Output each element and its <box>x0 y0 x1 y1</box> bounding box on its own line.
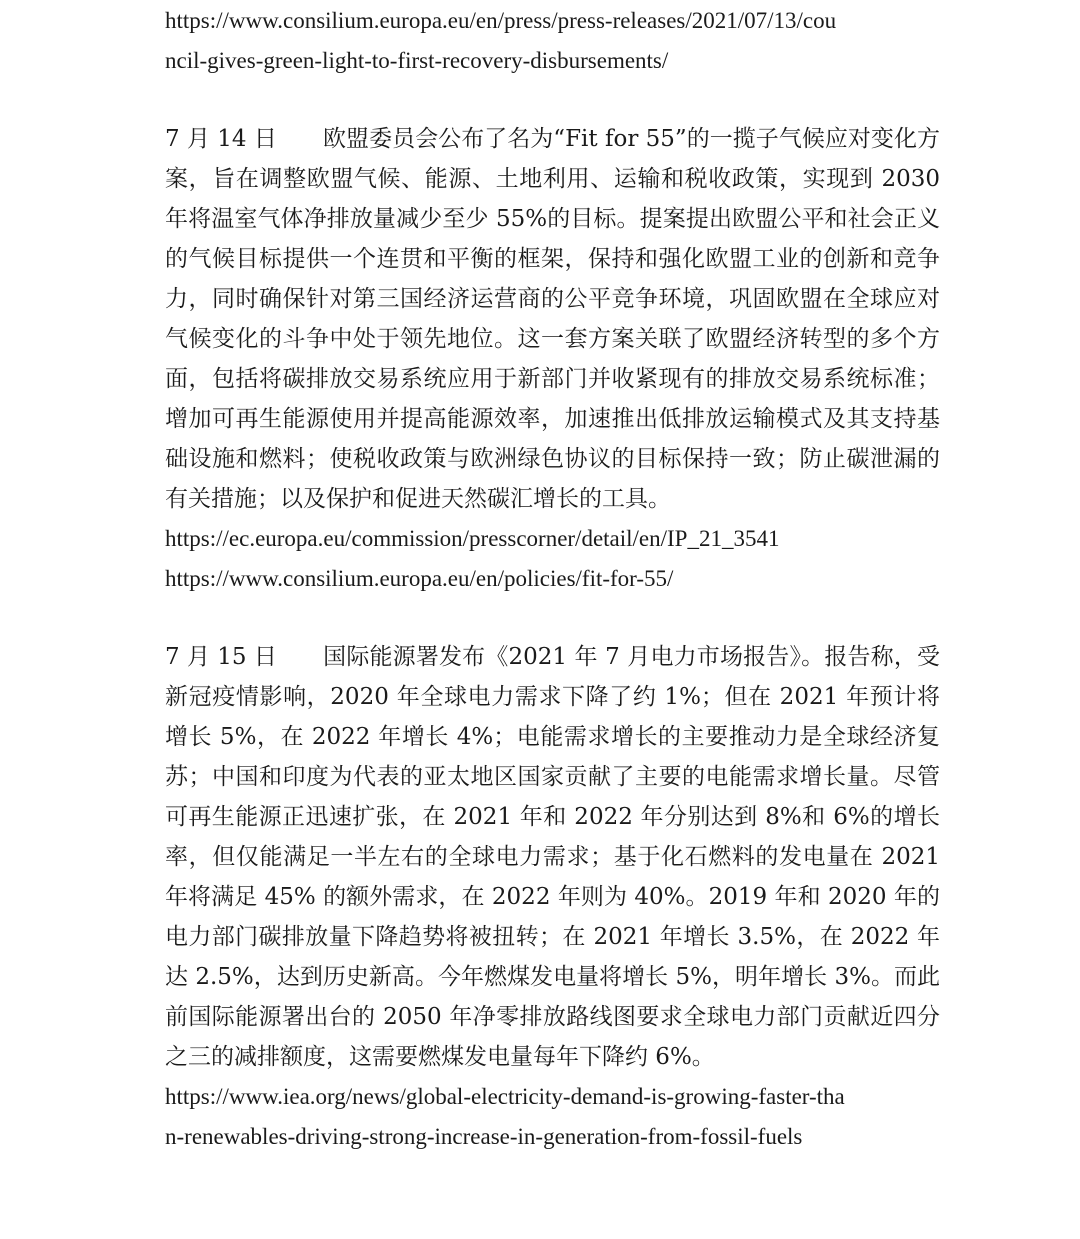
document-page <box>165 0 940 1157</box>
source-url-recovery-line1[interactable]: https://www.consilium.europa.eu/en/press/press-releases/2021/07/13/cou <box>165 8 837 33</box>
entry-july-14 <box>165 119 940 599</box>
source-url-recovery-line2[interactable]: ncil-gives-green-light-to-first-recovery-disbursements/ <box>165 48 669 73</box>
source-url[interactable]: https://ec.europa.eu/commission/presscorner/detail/en/IP_21_3541 <box>165 526 780 551</box>
entry-body <box>165 119 940 519</box>
entry-date: 7 月 15 日 <box>165 644 277 670</box>
source-url-iea-line2[interactable]: n-renewables-driving-strong-increase-in-generation-from-fossil-fuels <box>165 1124 803 1149</box>
entry-july-15 <box>165 637 940 1157</box>
source-url[interactable]: https://www.consilium.europa.eu/en/policies/fit-for-55/ <box>165 566 674 591</box>
entry-text: 欧盟委员会公布了名为“Fit for 55”的一揽子气候应对变化方案，旨在调整欧盟气候、能源、土地利用、运输和税收政策，实现到 2030 年将温室气体净排放量减少至少 55%的目标。提案提出欧盟公平和社会正义的气候目标提供一个连贯和平衡的框架，保持和强化欧盟工业的创新和竞争力，同时确保针对第三国经济运营商的公平竞争环境，巩固欧盟在全球应对气候变化的斗争中处于领先地位。这一套方案关联了欧盟经济转型的多个方面，包括将碳排放交易系统应用于新部门并收紧现有的排放交易系统标准；增加可再生能源使用并提高能源效率，加速推出低排放运输模式及其支持基础设施和燃料；使税收政策与欧洲绿色协议的目标保持一致；防止碳泄漏的有关措施；以及保护和促进天然碳汇增长的工具。 <box>165 126 940 512</box>
entry-body <box>165 637 940 1077</box>
entry-text: 国际能源署发布《2021 年 7 月电力市场报告》。报告称，受新冠疫情影响，2020 年全球电力需求下降了约 1%；但在 2021 年预计将增长 5%，在 2022 年增长 4%；电能需求增长的主要推动力是全球经济复苏；中国和印度为代表的亚太地区国家贡献了主要的电能需求增长量。尽管可再生能源正迅速扩张，在 2021 年和 2022 年分别达到 8%和 6%的增长率，但仅能满足一半左右的全球电力需求；基于化石燃料的发电量在 2021 年将满足 45% 的额外需求，在 2022 年则为 40%。2019 年和 2020 年的电力部门碳排放量下降趋势将被扭转；在 2021 年增长 3.5%，在 2022 年达 2.5%，达到历史新高。今年燃煤发电量将增长 5%，明年增长 3%。而此前国际能源署出台的 2050 年净零排放路线图要求全球电力部门贡献近四分之三的减排额度，这需要燃煤发电量每年下降约 6%。 <box>165 644 940 1070</box>
entry-date: 7 月 14 日 <box>165 126 277 152</box>
paragraph-spacer <box>165 599 940 637</box>
source-url-iea-line1[interactable]: https://www.iea.org/news/global-electricity-demand-is-growing-faster-tha <box>165 1084 845 1109</box>
paragraph-spacer <box>165 81 940 119</box>
